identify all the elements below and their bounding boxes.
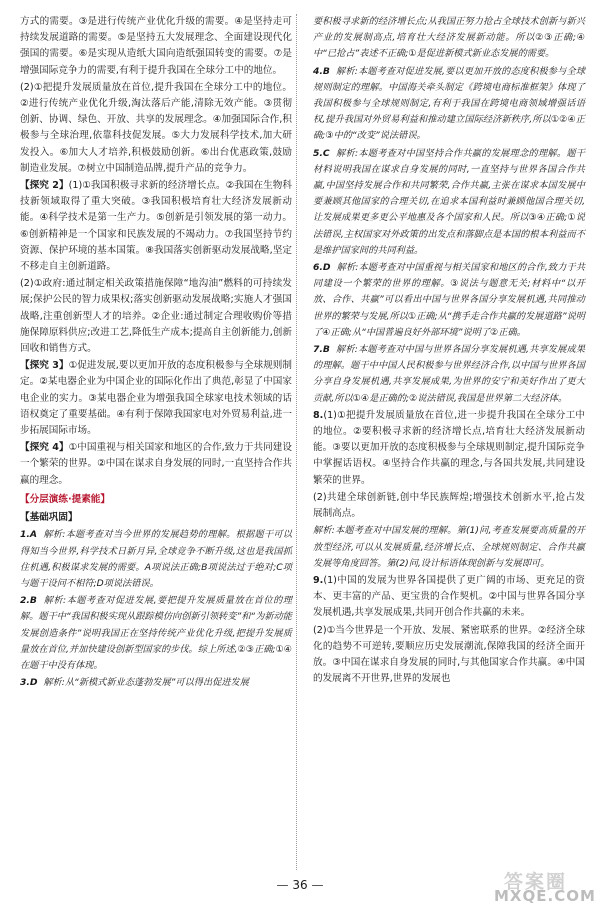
question-answer [20, 593, 292, 674]
answer-paragraph: (2)共建全球创新链,创中华民族辉煌;增强技术创新水平,抢占发展制高点。 [313, 491, 585, 520]
question-answer [313, 146, 585, 259]
question-explanation: 解析:从“新模式新业态蓬勃发展”可以得出促进发展 [43, 677, 249, 689]
question-number: 7.B [313, 344, 330, 356]
question-answer [313, 573, 585, 622]
question-explanation: 解析:本题考查对中国坚持合作共赢的发展理念的理解。题干材料说明我国在谋求自身发展的同时,一直坚持与世界各国合作共赢,中国坚持发展合作和共同繁荣,合作共赢,主张在谋求本国发展中要兼顾其他国家的合理关切,在追求本国利益时兼顾他国合理关切,让发展成果更多更公平地惠及各个国家和人民。所以③④正确;①说法错误,主权国家对外政策的出发点和落脚点是本国的根本利益而不是维护国家间的共同利益。 [313, 147, 585, 256]
explore-4-text: ①中国重视与相关国家和地区的合作,致力于共同建设一个繁荣的世界。②中国在谋求自身发展的同时,一直坚持合作共赢的理念。 [20, 442, 292, 486]
question-answer [20, 675, 292, 691]
explore-4-block [20, 440, 292, 489]
question-answer [313, 260, 585, 341]
watermark-logo: 答案圈 MXQE.COM [494, 871, 596, 905]
answer-paragraph: (2)①把提升发展质量放在首位,提升我国在全球分工中的地位。②进行传统产业优化升级,淘汰落后产能,清除无效产能。③贯彻创新、协调、绿色、开放、共享的发展理念。④加强国际合作,积极参与全球治理,依靠科技促发展。⑤大力发展科学技术,加大研发投入。⑥加大人才培养,积极鼓励创新。⑥出台优惠政策,鼓励制造业发展。⑦树立中国制造品牌,提升产品的竞争力。 [20, 81, 292, 174]
subsection-title: 【基础巩固】 [20, 512, 78, 524]
question-answer [313, 64, 585, 145]
question-number: 1.A [20, 529, 37, 541]
explore-3-tag: 【探究 3】 [20, 360, 69, 372]
answer-paragraph: (2)①当今世界是一个开放、发展、紧密联系的世界。②经济全球化的趋势不可逆转,要顺应历史发展潮流,保障我国的经济全面开放。③中国在谋求自身发展的同时,与其他国家合作共赢。④中国的发展离不开世界,世界的发展也 [313, 624, 585, 685]
question-explanation: 解析:本题考查对促进发展,要以更加开放的态度积极参与全球规则制定的理解。中国海关牵头制定《跨境电商标准框架》体现了我国积极参与全球规则制定,有利于我国在跨境电商领域增强话语权,提升我国对外贸易利益和推动建立国际经济新秩序,所以①②④正确;③中的“改变”说法错误。 [313, 65, 586, 142]
left-column [20, 14, 292, 692]
question-continuation: 要积极寻求新的经济增长点;从我国正努力抢占全球技术创新与新兴产业的发展制高点,培育壮大经济发展新动能。所以②③正确;④中“已抢占”表述不正确;①是促进新模式新业态发展的需要。 [313, 16, 585, 60]
question-answer [313, 342, 585, 407]
question-number: 3.D [20, 677, 38, 689]
question-explanation: 解析:本题考查对中国与世界各国分享发展机遇,共享发展成果的理解。题干中中国人民积极参与世界经济合作,以中国与世界各国分享自身发展机遇,共享发展成果,为世界的安宁和美好作出了更大贡献,所以①④是正确的;②说法错误,我国是世界第二大经济体。 [313, 344, 586, 404]
answer-paragraph: (2)①政府:通过制定相关政策措施保障“地沟油”燃料的可持续发展;保护公民的智力成果权;落实创新驱动发展战略;实施人才强国战略,注重创新型人才的培养。②企业:通过制定合理收购价等措施保障原料供应;改进工艺,降低生产成本;提高自主创新能力,创新回收和销售方式。 [20, 278, 292, 355]
question-number: 8. [313, 409, 324, 421]
explore-3-text: ①促进发展,要以更加开放的态度积极参与全球规则制定。②某电器企业为中国企业的国际化作出了典范,彰显了中国家电企业的实力。③某电器企业为增强我国全球家电技术领域的话语权奠定了重要基础。④有利于保障我国家电对外贸易利益,进一步拓展国际市场。 [20, 360, 292, 437]
answer-text: (1)中国的发展为世界各国提供了更广阔的市场、更充足的资本、更丰富的产品、更宝贵的合作契机。②中国与世界各国分享发展机遇,共享发展成果,共同开创合作共赢的未来。 [313, 574, 585, 619]
question-number: 5.C [313, 147, 330, 159]
explore-4-tag: 【探究 4】 [20, 442, 69, 454]
question-explanation: 解析:本题考查对中国发展的理解。第(1)问,考查发展要高质量的开放型经济,可以从发展质量,经济增长点、全球规则制定、合作共赢发展等角度回答。第(2)问,设计标语体现创新与发展即可。 [313, 525, 585, 569]
question-explanation: 解析:本题考查对中国重视与相关国家和地区的合作,致力于共同建设一个繁荣的世界的理解。③说法与题意无关;材料中“以开放、合作、共赢”可以看出中国与世界各国分享发展机遇,共同推动世界的繁荣与发展,所以①正确;从“携手走合作共赢的发展道路”说明了④正确;从“中国普遍良好外部环境”说明了②正确。 [313, 262, 586, 338]
question-number: 4.B [313, 65, 330, 77]
page-number: — 36 — [276, 878, 324, 892]
section-title: 【分层演练·提素能】 [20, 493, 110, 505]
question-explanation: 解析:本题考查对促进发展,要把提升发展质量放在首位的理解。题干中“我国积极实现从跟踪模仿向创新引领转变”和“为新动能发展创造条件”说明我国正在坚持传统产业优化升级,把提升发展质量放在首位,并加快建设创新型国家的步伐。综上所述,②③正确;①④在题干中没有体现。 [20, 595, 292, 671]
explore-2-tag: 【探究 2】 [20, 180, 69, 192]
question-number: 9. [313, 574, 324, 586]
question-answer [20, 527, 292, 592]
answer-text: (1)①把提升发展质量放在首位,进一步提升我国在全球分工中的地位。②要积极寻求新的经济增长点,培育壮大经济发展新动能。③要以更加开放的态度积极参与全球规则制定,提升国际竞争中掌握话语权。④坚持合作共赢的理念,与各国共发展,共同建设繁荣的世界。 [313, 409, 585, 486]
question-number: 6.D [313, 262, 331, 274]
answer-paragraph: 方式的需要。③是进行传统产业优化升级的需要。④是坚持走可持续发展道路的需要。⑤是坚持五大发展理念、全面建设现代化强国的需要。⑥是实现从造纸大国向造纸强国转变的需要。⑦是增强国际竞争力的需要,有利于提升我国在全球分工中的地位。 [20, 16, 292, 76]
question-answer [313, 408, 585, 489]
column-divider [296, 14, 297, 870]
right-column [313, 14, 585, 688]
explore-3-block [20, 358, 292, 439]
question-number: 2.B [20, 595, 37, 607]
explore-2-block [20, 178, 292, 275]
explore-2-text: (1)①我国积极寻求新的经济增长点。②我国在生物科技新领域取得了重大突破。③我国积极培育壮大经济发展新动能。④科学技术是第一生产力。⑤创新是引领发展的第一动力。⑥创新精神是一个国家和民族发展的不竭动力。⑦我国坚持节约资源、保护环境的基本国策。⑧我国落实创新驱动发展战略,坚定不移走自主创新道路。 [20, 180, 292, 273]
question-explanation: 解析:本题考查对当今世界的发展趋势的理解。根据题干可以得知当今世界,科学技术日新月异,全球竞争不断升级,这也是我国抓住机遇,积极谋求发展的需要。A项说法正确;B项说法过于绝对;C项与题干设问不相符;D项说法错误。 [20, 529, 292, 589]
